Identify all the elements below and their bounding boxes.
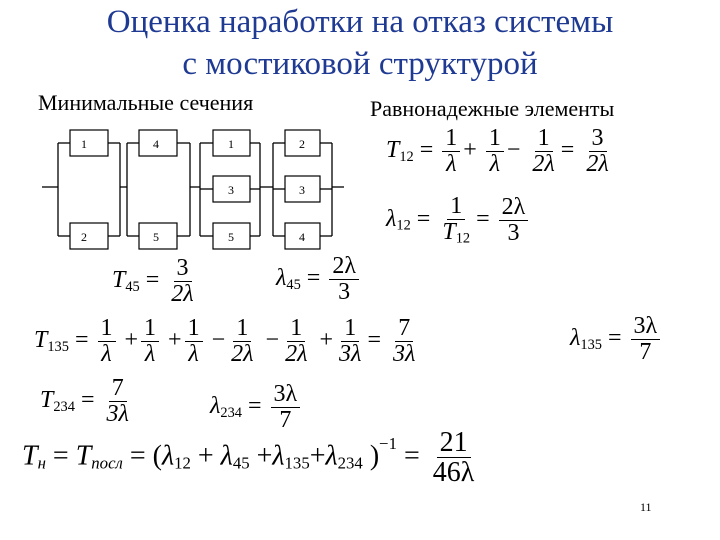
- formula-final-mtbf: $T_н = T_{посл} = (\lambda_{12} + \lambda_{45} +\lambda_{135}+\lambda_{234}$ )$^{-1}$ = $\frac{21}{46\lambda}$: [22, 427, 475, 489]
- box-label: 3: [228, 183, 234, 197]
- formula-T234: $T_{234}$ = $\frac{7}{3\lambda}$: [40, 375, 129, 428]
- formula-T135: $T_{135}$ = $\frac{1}{\lambda}$ + $\frac{1}{\lambda}$ + $\frac{1}{\lambda}$ − $\frac{1}{2\lambda}$ − $\frac{1}{2\lambda}$ + $\frac{1}{3\lambda}$ = $\frac{7}{3\lambda}$: [34, 315, 416, 368]
- formula-lambda234: $\lambda_{234}$ = $\frac{3\lambda}{7}$: [210, 382, 303, 433]
- box-label: 4: [153, 137, 159, 151]
- slide-title-line-1: Оценка наработки на отказ системы: [106, 4, 614, 40]
- box-label: 1: [81, 137, 87, 151]
- page-number: 11: [640, 500, 652, 514]
- box-label: 1: [228, 137, 234, 151]
- formula-lambda135: $\lambda_{135}$ = $\frac{3\lambda}{7}$: [570, 314, 663, 365]
- box-label: 4: [299, 230, 305, 244]
- box-label: 5: [153, 230, 159, 244]
- subtitle-min-cuts: Минимальные сечения: [38, 90, 254, 115]
- box-label: 2: [81, 230, 87, 244]
- box-label: 3: [299, 183, 305, 197]
- slide-title-line-2: с мостиковой структурой: [182, 46, 538, 82]
- box-label: 2: [299, 137, 305, 151]
- box-label: 5: [228, 230, 234, 244]
- formula-lambda45: $\lambda_{45}$ = $\frac{2\lambda}{3}$: [276, 254, 362, 305]
- formula-lambda12: $\lambda_{12}$ = $\frac{1}{T_{12}}$ = $\frac{2\lambda}{3}$: [386, 194, 531, 247]
- formula-T45: $T_{45}$ = $\frac{3}{2\lambda}$: [112, 255, 194, 308]
- formula-T12: $T_{12}$ = $\frac{1}{\lambda}$ + $\frac{1}{\lambda}$ − $\frac{1}{2\lambda}$ = $\frac{3}{2\lambda}$: [386, 125, 609, 178]
- subtitle-equal-reliability: Равнонадежные элементы: [370, 96, 615, 121]
